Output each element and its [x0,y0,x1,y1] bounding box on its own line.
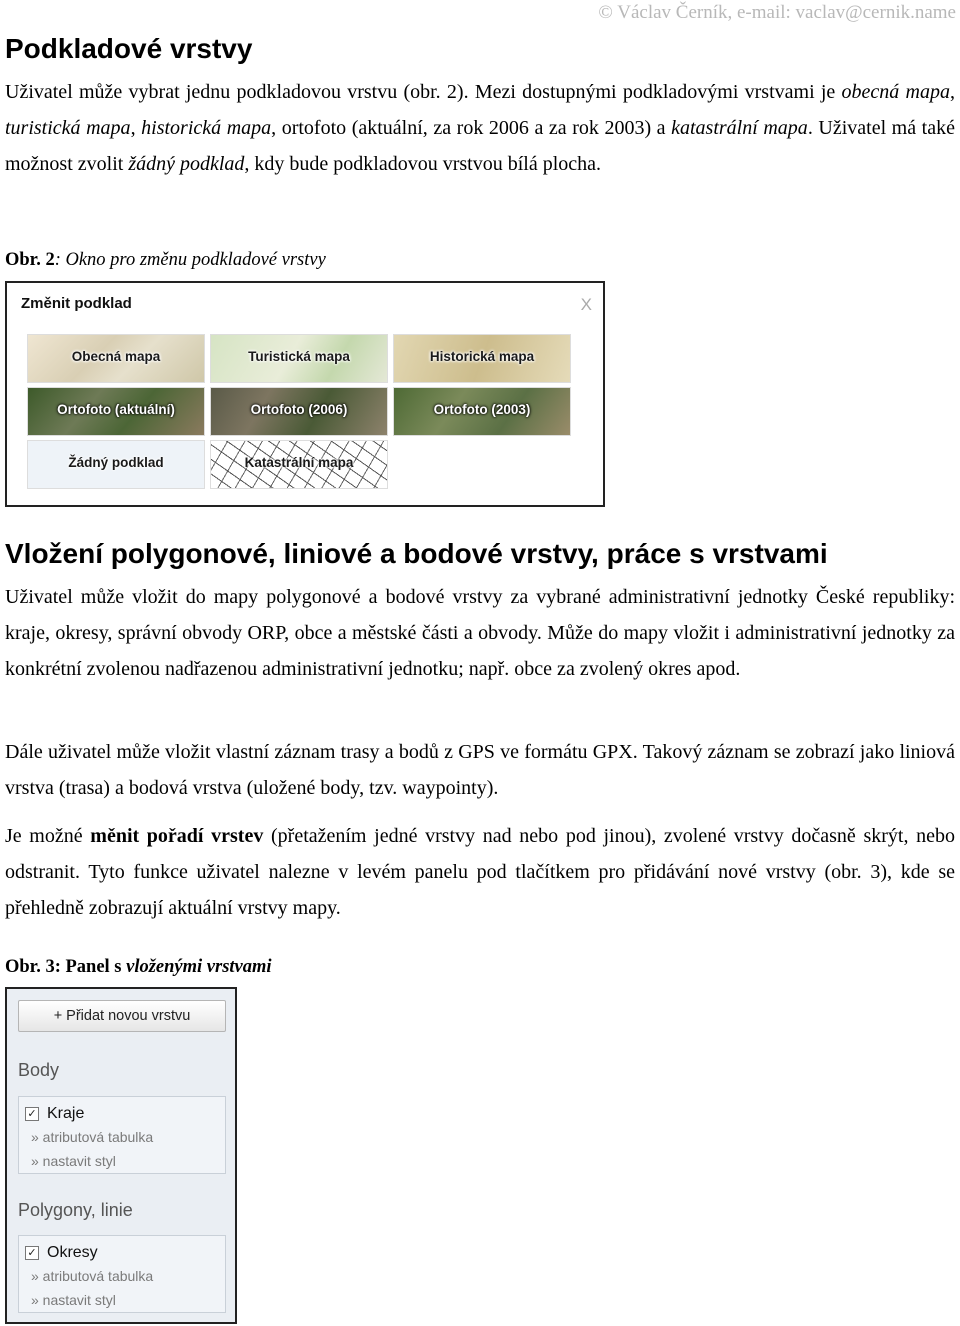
tile-label: Katastrální mapa [244,455,354,470]
tile-label: Obecná mapa [71,349,161,364]
paragraph-gpx: Dále uživatel může vložit vlastní záznam trasy a bodů z GPS ve formátu GPX. Takový záznam se zobrazí jako liniová vrstva (trasa) a bodová vrstva (uložené body, tzv. waypointy). [5,741,955,799]
tile-label: Ortofoto (2003) [433,402,531,417]
close-icon[interactable]: X [580,295,592,314]
tile-label: Turistická mapa [248,349,350,364]
basemap-tile-ortofoto-aktualni[interactable] [27,387,205,436]
paragraph-layer-order: Je možné měnit pořadí vrstev (přetažením jedné vrstvy nad nebo pod jinou), zvolené vrstvy dočasně skrýt, nebo odstranit. Tyto funkce uživatel nalezne v levém panelu pod tlačítkem pro přidávání nové vrstvy (obr. 3), kde se přehledně zobrazují aktuální vrstvy mapy. [5,825,955,919]
figure-2-caption: Obr. 2: Okno pro změnu podkladové vrstvy [5,250,326,270]
attribute-table-link[interactable]: » atributová tabulka [31,1129,154,1145]
figure-3-caption: Obr. 3: Panel s vloženými vrstvami [5,957,272,977]
basemap-tile-ortofoto-2006[interactable] [210,387,388,436]
section-heading-layers: Vložení polygonové, liniové a bodové vrstvy, práce s vrstvami [5,538,828,569]
layer-group-body [18,1096,226,1174]
set-style-link[interactable]: » nastavit styl [31,1292,116,1308]
basemap-tile-zadny-podklad[interactable] [27,440,205,489]
group-title-polygony: Polygony, linie [18,1200,133,1220]
layer-row-kraje[interactable] [25,1103,84,1125]
layer-name: Kraje [47,1105,85,1122]
basemap-tile-obecna[interactable] [27,334,205,383]
basemap-tile-turisticka[interactable] [210,334,388,383]
basemap-tile-ortofoto-2003[interactable] [393,387,571,436]
layer-group-polygony [18,1235,226,1313]
dialog-title: Změnit podklad [21,295,132,312]
group-title-body: Body [18,1060,60,1080]
paragraph-admin-units: Uživatel může vložit do mapy polygonové a bodové vrstvy za vybrané administrativní jednotky České republiky: kraje, okresy, správní obvody ORP, obce a městské části a obvody. Může do mapy vložit i administrativní jednotky za konkrétní zvolenou nadřazenou administrativní jednotku; např. obce za zvolený okres apod. [5,586,955,680]
tile-label: Žádný podklad [68,455,164,470]
attribute-table-link[interactable]: » atributová tabulka [31,1268,154,1284]
tile-label: Historická mapa [429,349,535,364]
add-layer-button[interactable]: + Přidat novou vrstvu [18,1000,226,1032]
layer-row-okresy[interactable] [25,1242,98,1264]
tile-label: Ortofoto (aktuální) [57,402,175,417]
checkbox-checked-icon[interactable]: ✓ [25,1107,39,1121]
change-basemap-dialog [5,281,605,507]
paragraph-base-layers: Uživatel může vybrat jednu podkladovou vrstvu (obr. 2). Mezi dostupnými podkladovými vrstvami je obecná mapa, turistická mapa, historická mapa, ortofoto (aktuální, za rok 2006 a za rok 2003) a katastrální mapa. Uživatel má také možnost zvolit žádný podklad, kdy bude podkladovou vrstvou bílá plocha. [5,81,955,175]
tile-label: Ortofoto (2006) [250,402,348,417]
layer-name: Okresy [47,1244,98,1261]
checkbox-checked-icon[interactable]: ✓ [25,1246,39,1260]
basemap-tile-historicka[interactable] [393,334,571,383]
section-heading-base-layers: Podkladové vrstvy [5,33,253,64]
layers-panel [5,987,237,1324]
copyright-notice: © Václav Černík, e-mail: vaclav@cernik.name [598,2,956,23]
basemap-tile-katastralni[interactable] [210,440,388,489]
set-style-link[interactable]: » nastavit styl [31,1153,116,1169]
